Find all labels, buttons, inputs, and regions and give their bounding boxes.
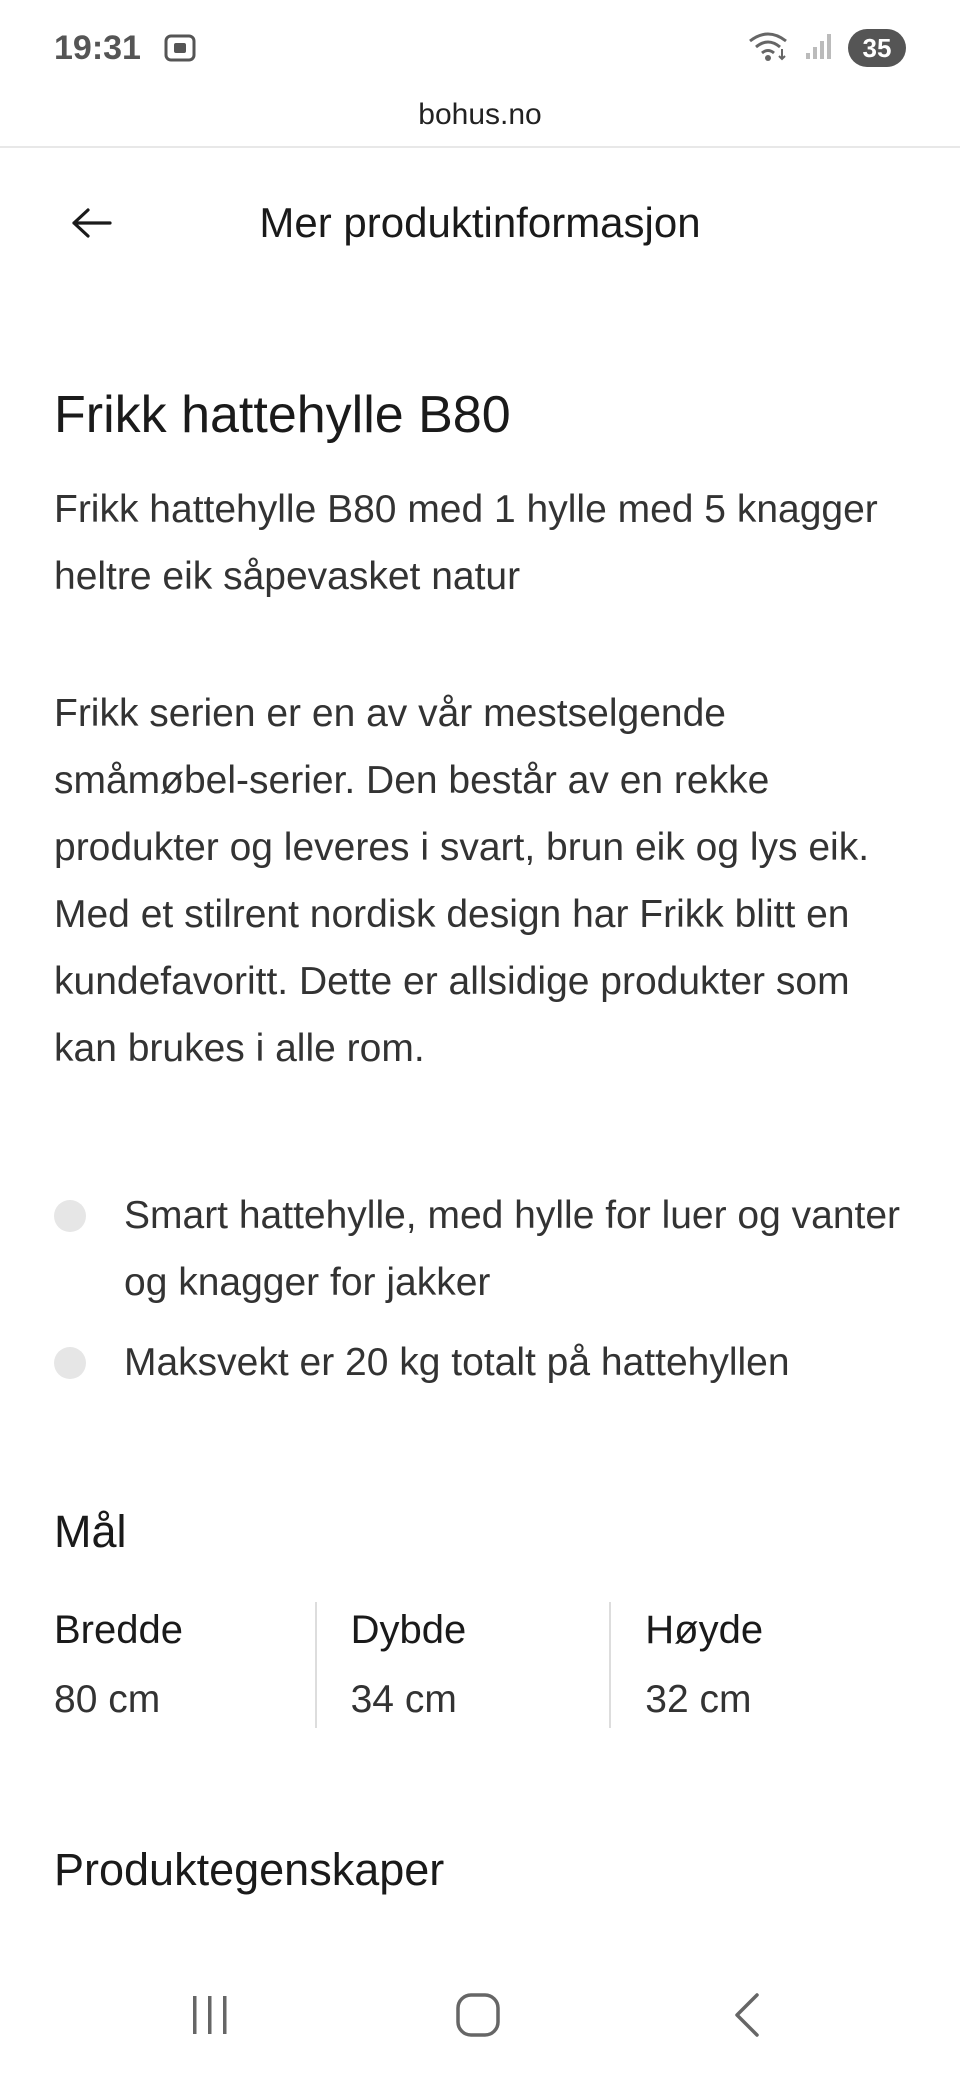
- bullet-icon: [54, 1200, 86, 1232]
- home-icon: [453, 1990, 503, 2045]
- url-bar[interactable]: [0, 96, 960, 148]
- feature-list: [54, 1182, 904, 1396]
- dimensions-heading: Mål: [54, 1506, 127, 1557]
- status-icons: [746, 29, 906, 68]
- dimension-value: 34 cm: [350, 1678, 457, 1721]
- feature-text: Maksvekt er 20 kg totalt på hattehyllen: [124, 1341, 790, 1384]
- url-text: bohus.no: [418, 98, 542, 131]
- list-item: [54, 1329, 904, 1396]
- page-title: Mer produktinformasjon: [259, 199, 701, 246]
- navigation-bar: [0, 1960, 960, 2080]
- home-button[interactable]: [438, 1982, 518, 2052]
- properties-heading: Produktegenskaper: [54, 1844, 445, 1895]
- battery-icon: 35: [848, 29, 906, 67]
- dimension-label: Dybde: [350, 1608, 467, 1652]
- bullet-icon: [54, 1347, 86, 1379]
- status-time: 19:31: [54, 28, 141, 67]
- dimensions-section: [54, 1502, 904, 1728]
- product-info-content: [54, 380, 904, 1900]
- dimension-label: Høyde: [645, 1608, 764, 1652]
- list-item: [54, 1182, 904, 1316]
- dimension-value: 80 cm: [54, 1678, 161, 1721]
- screen-record-icon: [163, 31, 197, 65]
- feature-text: Smart hattehylle, med hylle for luer og vanter og knagger for jakker: [124, 1194, 901, 1304]
- system-back-button[interactable]: [708, 1982, 788, 2052]
- dimension-value: 32 cm: [645, 1678, 752, 1721]
- product-title: Frikk hattehylle B80: [54, 386, 511, 444]
- dimensions-grid: [54, 1602, 904, 1728]
- wifi-icon: [746, 29, 790, 68]
- status-bar: [0, 0, 960, 96]
- recent-apps-icon: [185, 1990, 235, 2045]
- dimension-depth: [315, 1602, 610, 1728]
- properties-section: [54, 1840, 904, 1900]
- product-description: Frikk serien er en av vår mestselgende småmøbel-serier. Den består av en rekke produkter og leveres i svart, brun eik og lys eik. Med et stilrent nordisk design har Frikk blitt en kundefavoritt. Dette er allsidige produkter som kan brukes i alle rom.: [54, 692, 870, 1070]
- product-subtitle: Frikk hattehylle B80 med 1 hylle med 5 knagger heltre eik såpevasket natur: [54, 488, 878, 598]
- recent-apps-button[interactable]: [170, 1982, 250, 2052]
- page-header: [0, 180, 960, 266]
- dimension-label: Bredde: [54, 1608, 183, 1652]
- back-icon: [723, 1990, 773, 2045]
- dimension-width: [54, 1602, 315, 1728]
- dimension-height: [609, 1602, 904, 1728]
- signal-icon: [804, 31, 834, 66]
